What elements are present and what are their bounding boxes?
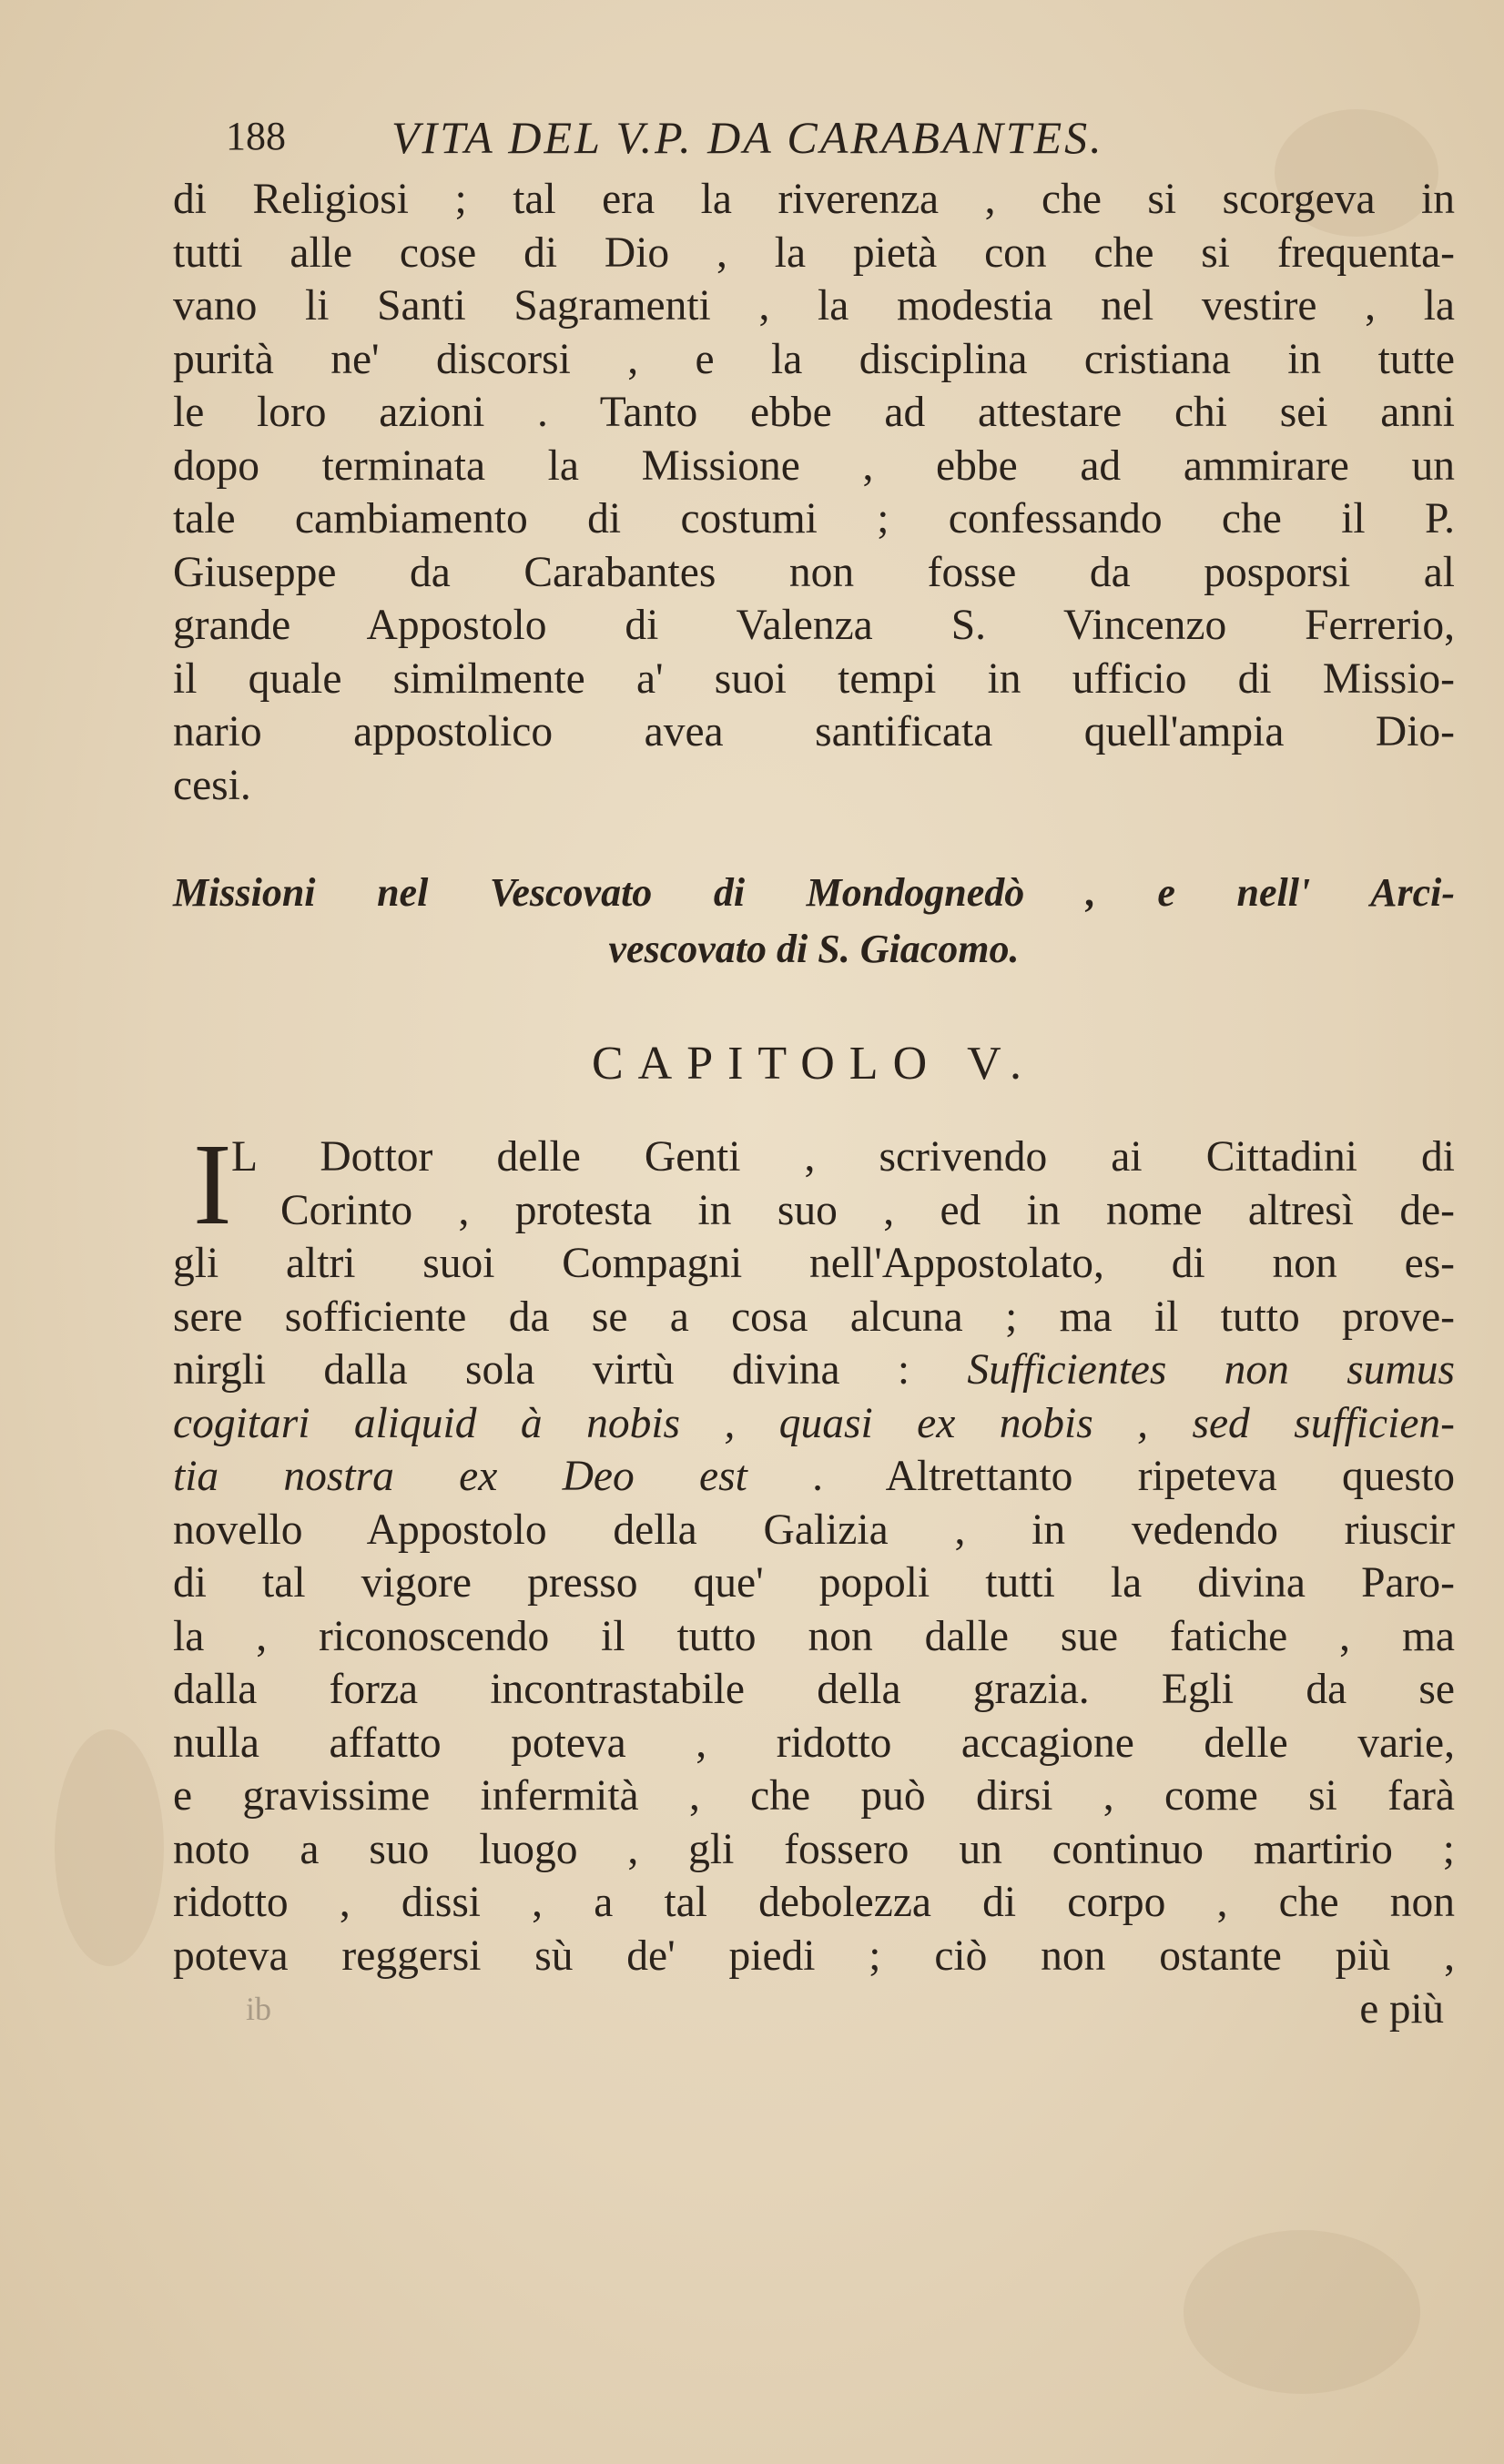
text-line: sere sofficiente da se a cosa alcuna ; ma il tutto prove- bbox=[173, 1293, 1455, 1341]
running-title: VITA DEL V.P. DA CARABANTES. bbox=[391, 112, 1104, 163]
text-line: vano li Santi Sagramenti , la modestia nel vestire , la bbox=[173, 282, 1455, 330]
chapter-body bbox=[173, 1120, 1466, 1982]
text-line: di Religiosi ; tal era la riverenza , che si scorgeva in bbox=[173, 176, 1455, 223]
drop-cap: I bbox=[193, 1120, 232, 1249]
paragraph-continued bbox=[173, 173, 1466, 812]
text-line: e gravissime infermità , che può dirsi , come si farà bbox=[173, 1772, 1455, 1820]
summary-line: Missioni nel Vescovato di Mondognedò , e nell' Arci- bbox=[173, 870, 1455, 915]
chapter-title: CAPITOLO V. bbox=[591, 1038, 1037, 1090]
text-line: gli altri suoi Compagni nell'Appostolato, di non es- bbox=[173, 1240, 1455, 1287]
text-line: cesi. bbox=[173, 761, 251, 809]
text-line: ridotto , dissi , a tal debolezza di corpo , che non bbox=[173, 1879, 1455, 1926]
text-line: poteva reggersi sù de' piedi ; ciò non ostante più , bbox=[173, 1932, 1455, 1980]
text-line: la , riconoscendo il tutto non dalle sue fatiche , ma bbox=[173, 1612, 1455, 1660]
latin-quote: Sufficientes non sumus bbox=[967, 1346, 1456, 1394]
text-line: le loro azioni . Tanto ebbe ad attestare chi sei anni bbox=[173, 389, 1455, 436]
signature-mark: ib bbox=[246, 1991, 272, 2027]
book-page bbox=[173, 102, 1466, 2035]
page-footer bbox=[173, 1982, 1455, 2035]
text-line bbox=[173, 1344, 1455, 1397]
text-line: nario appostolico avea santificata quell'ampia Dio- bbox=[173, 708, 1455, 755]
page-number: 188 bbox=[226, 114, 286, 158]
text-line: tutti alle cose di Dio , la pietà con che si frequenta- bbox=[173, 228, 1455, 277]
text-line: dalla forza incontrastabile della grazia. Egli da se bbox=[173, 1666, 1455, 1713]
text-line: L Dottor delle Genti , scrivendo ai Cittadini di bbox=[231, 1133, 1455, 1181]
text-line: Corinto , protesta in suo , ed in nome altresì de- bbox=[280, 1186, 1455, 1234]
text-line: tale cambiamento di costumi ; confessando che il P. bbox=[173, 495, 1455, 542]
text-segment: . Altrettanto ripeteva questo bbox=[812, 1453, 1455, 1500]
text-line: di tal vigore presso que' popoli tutti la divina Paro- bbox=[173, 1559, 1455, 1607]
text-line bbox=[173, 1450, 1455, 1504]
summary-line: vescovato di S. Giacomo. bbox=[608, 927, 1020, 971]
text-line: novello Appostolo della Galizia , in vedendo riuscir bbox=[173, 1506, 1455, 1554]
chapter-summary bbox=[173, 865, 1466, 978]
text-line: grande Appostolo di Valenza S. Vincenzo Ferrerio, bbox=[173, 602, 1455, 649]
text-line: noto a suo luogo , gli fossero un continuo martirio ; bbox=[173, 1825, 1455, 1873]
latin-quote: tia nostra ex Deo est bbox=[173, 1453, 747, 1500]
text-line: dopo terminata la Missione , ebbe ad ammirare un bbox=[173, 441, 1455, 490]
text-segment: nirgli dalla sola virtù divina : bbox=[173, 1346, 910, 1394]
text-line: Giuseppe da Carabantes non fosse da posporsi al bbox=[173, 548, 1455, 596]
text-line: il quale similmente a' suoi tempi in ufficio di Missio- bbox=[173, 654, 1455, 703]
latin-quote-line: cogitari aliquid à nobis , quasi ex nobis , sed sufficien- bbox=[173, 1399, 1455, 1447]
text-line: purità ne' discorsi , e la disciplina cristiana in tutte bbox=[173, 335, 1455, 383]
running-head bbox=[173, 102, 1466, 173]
text-line: nulla affatto poteva , ridotto accagione delle varie, bbox=[173, 1719, 1455, 1767]
catchword: e più bbox=[1359, 1985, 1444, 2033]
paper-stain bbox=[1184, 2230, 1420, 2394]
paper-stain bbox=[55, 1729, 164, 1966]
